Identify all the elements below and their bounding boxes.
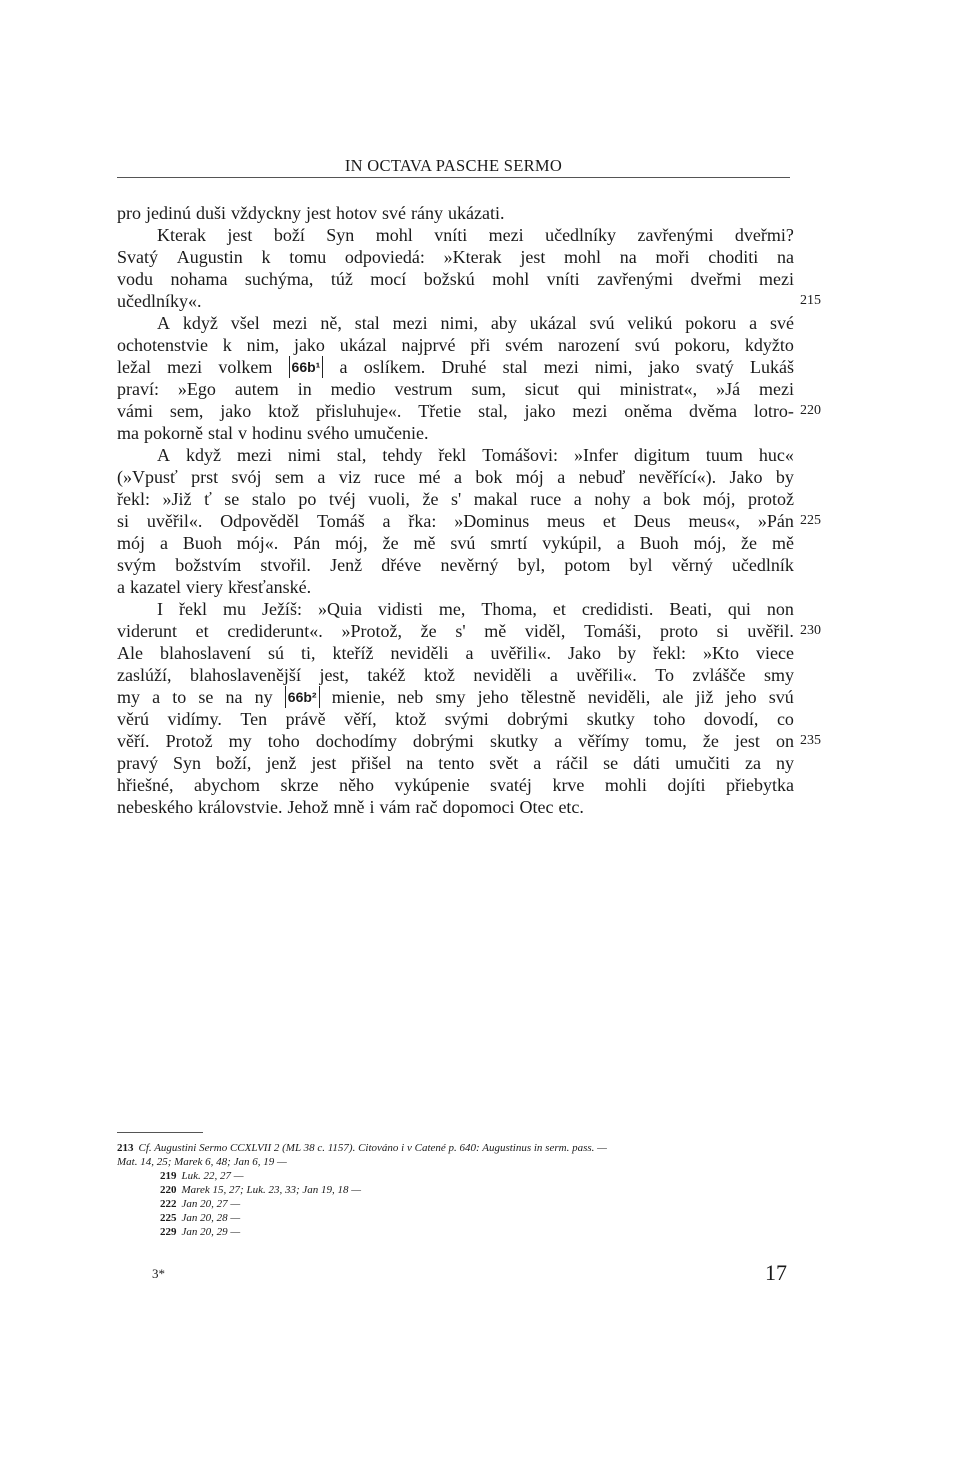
footnote-rule xyxy=(117,1132,203,1133)
text-line: viderunt et crediderunt«. »Protož, že s' mě viděl, Tomáši, proto si uvěřil. xyxy=(117,621,794,641)
footnote xyxy=(117,1141,797,1155)
footnote-text: Jan 20, 29 — xyxy=(181,1226,241,1238)
text-line: ochotenstvie k nim, jako ukázal najprvé při svém narození svú pokoru, kdyžto xyxy=(117,335,794,355)
text-line: hřiešné, abychom skrze něho vykúpenie svatéj krve mohli dojíti přiebytka xyxy=(117,775,794,795)
footnote-number: 219 xyxy=(160,1170,177,1182)
folio-marker: 66b¹ xyxy=(289,356,324,378)
footnote-text: Mat. 14, 25; Marek 6, 48; Jan 6, 19 — xyxy=(117,1156,287,1168)
footnote-number: 229 xyxy=(160,1226,177,1238)
text-line: a kazatel viery křesťanské. xyxy=(117,577,312,597)
text-line: učedlníky«. xyxy=(117,291,202,311)
margin-line-number: 215 xyxy=(800,293,821,308)
footnote-number: 222 xyxy=(160,1198,177,1210)
text-line: A když všel mezi ně, stal mezi nimi, aby ukázal svú velikú pokoru a své xyxy=(157,313,794,333)
signature-mark: 3* xyxy=(152,1266,165,1281)
margin-line-number: 235 xyxy=(800,733,821,748)
text-line: vámi sem, jako ktož přisluhuje«. Třetie stal, jako mezi oněma dvěma lotro- xyxy=(117,401,794,421)
footnote-text: Jan 20, 28 — xyxy=(181,1212,241,1224)
running-head: IN OCTAVA PASCHE SERMO xyxy=(344,156,563,175)
footnote-number: 220 xyxy=(160,1184,177,1196)
text-line: my a to se na ny 66b² mienie, neb smy jeho tělestně neviděli, ale již jeho svú xyxy=(117,687,794,707)
header-rule xyxy=(117,177,790,178)
text-line: věří. Protož my toho dochodímy dobrými skutky a věřímy tomu, že jest on xyxy=(117,731,794,751)
footnote xyxy=(117,1225,797,1239)
footnote-text: Marek 15, 27; Luk. 23, 33; Jan 19, 18 — xyxy=(181,1184,362,1196)
text-line: ležal mezi volkem 66b¹ a oslíkem. Druhé stal mezi nimi, jako svatý Lukáš xyxy=(117,357,794,377)
footnote xyxy=(117,1211,797,1225)
text-line: praví: »Ego autem in medio vestrum sum, sicut qui ministrat«, »Já mezi xyxy=(117,379,794,399)
text-line: A když mezi nimi stal, tehdy řekl Tomášovi: »Infer digitum tuum huc« xyxy=(157,445,794,465)
text-line: si uvěřil«. Odpověděl Tomáš a řka: »Dominus meus et Deus meus«, »Pán xyxy=(117,511,794,531)
footnote-number: 213 xyxy=(117,1142,134,1154)
text-line: ma pokorně stal v hodinu svého umučenie. xyxy=(117,423,429,443)
margin-line-number: 230 xyxy=(800,623,821,638)
page-number: 17 xyxy=(765,1260,787,1285)
text-line: Ale blahoslavení sú ti, kteříž neviděli a uvěřili«. Jako by řekl: »Kto viece xyxy=(117,643,794,663)
margin-line-number: 225 xyxy=(800,513,821,528)
margin-line-number: 220 xyxy=(800,403,821,418)
text-line: zaslúží, blahoslavenější jest, takéž ktož neviděli a uvěřili«. To zvlášče smy xyxy=(117,665,794,685)
text-line: I řekl mu Ježíš: »Quia vidisti me, Thoma, et credidisti. Beati, qui non xyxy=(157,599,794,619)
footnote-text: Cf. Augustini Sermo CCXLVII 2 (ML 38 c. 1157). Citováno i v Catené p. 640: Augustinus in serm. pass. — xyxy=(138,1142,607,1154)
text-line: řekl: »Již ť se stalo po tvéj vuoli, že s' makal ruce a nohy a bok mój, protož xyxy=(117,489,794,509)
text-line: Svatý Augustin k tomu odpoviedá: »Kterak jest mohl na moři choditi na xyxy=(117,247,794,267)
text-line: pravý Syn boží, jenž jest přišel na tento svět a ráčil se dáti umučiti za ny xyxy=(117,753,794,773)
text-line: vodu nohama suchýma, túž mocí božskú mohl vníti zavřenými dveřmi mezi xyxy=(117,269,794,289)
footnote-text: Luk. 22, 27 — xyxy=(181,1170,244,1182)
text-line: mój a Buoh mój«. Pán mój, že mě svú smrtí vykúpil, a Buoh mój, že mě xyxy=(117,533,794,553)
footnote xyxy=(117,1183,797,1197)
footnote-number: 225 xyxy=(160,1212,177,1224)
text-line: svým božstvím stvořil. Jenž dřéve nevěrný byl, potom byl věrný učedlník xyxy=(117,555,794,575)
footnote-text: Jan 20, 27 — xyxy=(181,1198,241,1210)
text-line: nebeského královstvie. Jehož mně i vám rač dopomoci Otec etc. xyxy=(117,797,584,817)
folio-marker: 66b² xyxy=(285,686,320,708)
text-line: Kterak jest boží Syn mohl vníti mezi učedlníky zavřenými dveřmi? xyxy=(157,225,794,245)
footnote xyxy=(117,1155,797,1169)
text-line: pro jedinú duši vždyckny jest hotov své rány ukázati. xyxy=(117,203,505,223)
body-text xyxy=(117,202,794,818)
footnote xyxy=(117,1197,797,1211)
footnotes xyxy=(117,1141,797,1239)
text-line: věrú vidímy. Ten právě věří, ktož svými dobrými skutky toho dovodí, co xyxy=(117,709,794,729)
footnote xyxy=(117,1169,797,1183)
text-line: (»Vpusť prst svój sem a viz ruce mé a bok mój a nebuď nevěřící«). Jako by xyxy=(117,467,794,487)
